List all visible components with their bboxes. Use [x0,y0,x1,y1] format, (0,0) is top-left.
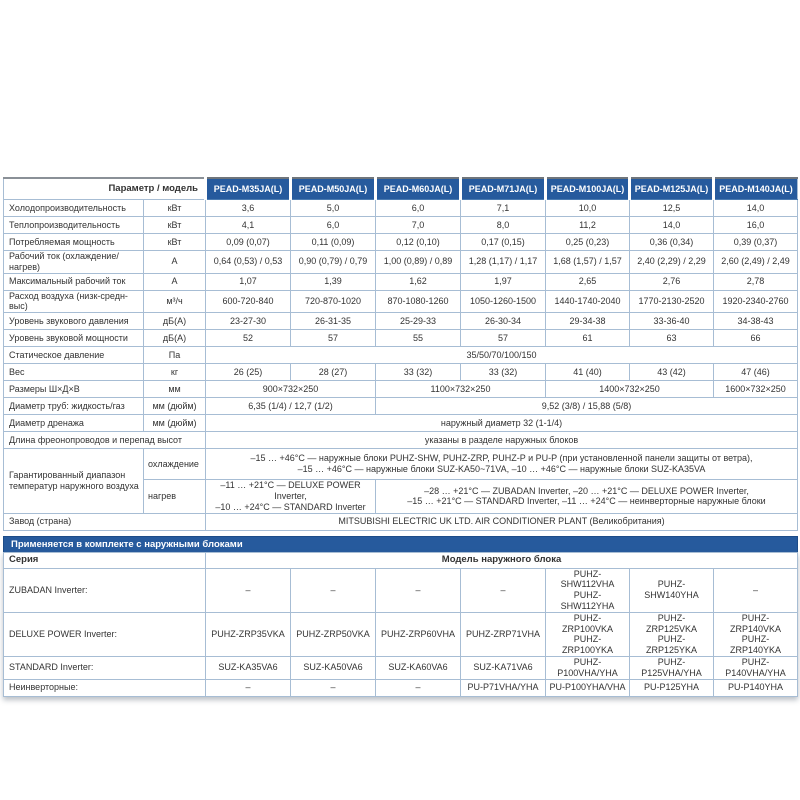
param-value: 2,76 [630,273,714,290]
param-value: 26-31-35 [291,313,376,330]
param-label: Диаметр дренажа [4,415,144,432]
param-label: Диаметр труб: жидкость/газ [4,398,144,415]
outdoor-model-line: PUHZ-SHW112VHA [560,568,615,590]
param-unit: кВт [144,234,206,251]
series-label: DELUXE POWER Inverter: [4,612,206,656]
param-value: 0,64 (0,53) / 0,53 [206,251,291,274]
param-label: Расход воздуха (низк-средн-выс) [4,290,144,313]
param-value [206,449,798,480]
spec-row [4,234,798,251]
spec-row [4,432,798,449]
outdoor-model-cell: – [206,568,291,612]
param-value: 7,0 [376,217,461,234]
outdoor-model-cell: PUHZ-P100VHA/YHA [546,656,630,679]
param-value [376,480,798,513]
spec-table-body [4,200,798,531]
outdoor-model-cell: SUZ-KA50VA6 [291,656,376,679]
param-unit: мм (дюйм) [144,415,206,432]
param-value: 6,0 [376,200,461,217]
spec-table [3,177,798,531]
param-value: 33 (32) [461,364,546,381]
param-unit: дБ(А) [144,330,206,347]
param-value: 14,0 [630,217,714,234]
param-value: 0,09 (0,07) [206,234,291,251]
param-value: 57 [291,330,376,347]
param-value: 9,52 (3/8) / 15,88 (5/8) [376,398,798,415]
spec-row [4,381,798,398]
param-value: 23-27-30 [206,313,291,330]
param-label: Завод (страна) [4,513,206,530]
model-column-header: PEAD-M35JA(L) [206,178,291,200]
param-value [206,480,376,513]
outdoor-model-cell: SUZ-KA60VA6 [376,656,461,679]
outdoor-model-line: PUHZ-ZRP125YKA [645,634,698,656]
model-column-header: PEAD-M140JA(L) [714,178,798,200]
param-value: 0,25 (0,23) [546,234,630,251]
param-unit: дБ(А) [144,313,206,330]
outdoor-model-cell: PUHZ-ZRP60VHA [376,612,461,656]
spec-row [4,364,798,381]
outdoor-model-cell [714,612,798,656]
spec-table-header-row [4,178,798,200]
outdoor-model-cell [546,612,630,656]
param-unit: кВт [144,217,206,234]
outdoor-model-cell: PUHZ-ZRP71VHA [461,612,546,656]
series-column-header: Серия [4,552,206,568]
model-column-header: PEAD-M50JA(L) [291,178,376,200]
param-value: 870-1080-1260 [376,290,461,313]
series-label: ZUBADAN Inverter: [4,568,206,612]
param-value: 1050-1260-1500 [461,290,546,313]
param-value: 1100×732×250 [376,381,546,398]
param-value: 1,62 [376,273,461,290]
model-column-header: PEAD-M100JA(L) [546,178,630,200]
param-unit: м³/ч [144,290,206,313]
outdoor-model-cell: PU-P125YHA [630,679,714,696]
param-label: Уровень звуковой мощности [4,330,144,347]
param-value-line: –15 … +46°C — наружные блоки SUZ-KA50~71VA, –10 … +46°C — наружные блоки SUZ-KA35VA [297,464,706,475]
param-unit: А [144,273,206,290]
param-label: Статическое давление [4,347,144,364]
model-column-header: PEAD-M60JA(L) [376,178,461,200]
param-label: Теплопроизводительность [4,217,144,234]
param-value: 2,65 [546,273,630,290]
param-value: 1920-2340-2760 [714,290,798,313]
spec-row [4,513,798,530]
param-value: 8,0 [461,217,546,234]
outdoor-model-line: PUHZ-SHW112YHA [560,590,615,611]
param-unit: кВт [144,200,206,217]
outdoor-model-cell: PU-P100YHA/VHA [546,679,630,696]
param-value: 1600×732×250 [714,381,798,398]
outdoor-row [4,568,798,612]
param-value: 6,0 [291,217,376,234]
outdoor-model-cell: SUZ-KA71VA6 [461,656,546,679]
param-value: MITSUBISHI ELECTRIC UK LTD. AIR CONDITIONER PLANT (Великобритания) [206,513,798,530]
param-value: 7,1 [461,200,546,217]
param-value: 1,00 (0,89) / 0,89 [376,251,461,274]
param-value: 35/50/70/100/150 [206,347,798,364]
outdoor-model-cell: PU-P71VHA/YHA [461,679,546,696]
param-label: Размеры Ш×Д×В [4,381,144,398]
outdoor-model-cell: – [714,568,798,612]
param-value: 0,36 (0,34) [630,234,714,251]
param-value: 2,40 (2,29) / 2,29 [630,251,714,274]
param-value: указаны в разделе наружных блоков [206,432,798,449]
param-value: 66 [714,330,798,347]
param-value: 63 [630,330,714,347]
param-unit: мм [144,381,206,398]
outdoor-model-line: PUHZ-ZRP100YKA [561,634,614,656]
param-value: 14,0 [714,200,798,217]
outdoor-units-section-title: Применяется в комплекте с наружными блоками [3,536,798,552]
param-unit: охлаждение [144,449,206,480]
spec-sheet-content [3,177,797,697]
param-label: Холодопроизводительность [4,200,144,217]
spec-row [4,330,798,347]
outdoor-model-line: PUHZ-ZRP140VKA [729,612,782,634]
outdoor-model-cell: PUHZ-P125VHA/YHA [630,656,714,679]
param-value: 900×732×250 [206,381,376,398]
param-model-corner-header: Параметр / модель [4,178,206,200]
outdoor-units-table [3,552,798,697]
outdoor-model-cell: PUHZ-ZRP35VKA [206,612,291,656]
param-value-line: –11 … +21°C — DELUXE POWER Inverter, [220,480,361,501]
spec-row [4,217,798,234]
outdoor-table-body [4,568,798,696]
param-value: 1770-2130-2520 [630,290,714,313]
outdoor-model-cell: – [461,568,546,612]
outdoor-model-cell: PUHZ-SHW140YHA [630,568,714,612]
spec-row [4,398,798,415]
outdoor-table-header-row [4,552,798,568]
param-value: 6,35 (1/4) / 12,7 (1/2) [206,398,376,415]
spec-row [4,347,798,364]
param-value: 33 (32) [376,364,461,381]
param-value-line: –15 … +21°C — STANDARD Inverter, –11 … +24°C — неинверторные наружные блоки [407,496,766,507]
outdoor-model-cell [630,612,714,656]
param-value: 600-720-840 [206,290,291,313]
param-label: Уровень звукового давления [4,313,144,330]
param-label: Рабочий ток (охлаждение/нагрев) [4,251,144,274]
outdoor-model-cell: – [376,568,461,612]
param-label: Длина фреонопроводов и перепад высот [4,432,206,449]
param-value-line: –10 … +24°C — STANDARD Inverter [215,501,366,512]
param-value: 25-29-33 [376,313,461,330]
param-value: 1,68 (1,57) / 1,57 [546,251,630,274]
param-value: 1,97 [461,273,546,290]
param-value: 1,07 [206,273,291,290]
spec-row [4,449,798,480]
param-value: 61 [546,330,630,347]
outdoor-model-cell: PUHZ-P140VHA/YHA [714,656,798,679]
param-unit: мм (дюйм) [144,398,206,415]
outdoor-model-line: PUHZ-ZRP140YKA [729,634,782,656]
spec-row [4,273,798,290]
param-value: 10,0 [546,200,630,217]
param-label: Потребляемая мощность [4,234,144,251]
outdoor-row [4,679,798,696]
param-value: 4,1 [206,217,291,234]
outdoor-model-cell [546,568,630,612]
outdoor-model-cell: – [291,679,376,696]
outdoor-model-cell: – [376,679,461,696]
param-unit: Па [144,347,206,364]
param-value: 0,11 (0,09) [291,234,376,251]
param-value: 11,2 [546,217,630,234]
param-value: 16,0 [714,217,798,234]
param-value: 47 (46) [714,364,798,381]
outdoor-model-line: PUHZ-ZRP100VKA [561,612,614,634]
param-value: 0,17 (0,15) [461,234,546,251]
param-value: 41 (40) [546,364,630,381]
param-value: 29-34-38 [546,313,630,330]
model-column-header: PEAD-M125JA(L) [630,178,714,200]
outdoor-model-cell: PUHZ-ZRP50VKA [291,612,376,656]
param-label: Вес [4,364,144,381]
outdoor-model-column-header: Модель наружного блока [206,552,798,568]
param-value: наружный диаметр 32 (1-1/4) [206,415,798,432]
param-value: 2,60 (2,49) / 2,49 [714,251,798,274]
param-value: 0,90 (0,79) / 0,79 [291,251,376,274]
spec-row [4,313,798,330]
param-unit: нагрев [144,480,206,513]
param-value: 52 [206,330,291,347]
param-value: 0,12 (0,10) [376,234,461,251]
spec-row [4,290,798,313]
param-value: 33-36-40 [630,313,714,330]
outdoor-row [4,612,798,656]
param-value-line: –15 … +46°C — наружные блоки PUHZ-SHW, PUHZ-ZRP, PUHZ-P и PU-P (при установленной панели защиты от ветра), [250,453,753,464]
spec-row [4,200,798,217]
param-unit: А [144,251,206,274]
param-unit: кг [144,364,206,381]
outdoor-model-cell: – [291,568,376,612]
param-value: 3,6 [206,200,291,217]
param-label: Максимальный рабочий ток [4,273,144,290]
spec-row [4,251,798,274]
param-value: 1,39 [291,273,376,290]
param-value: 2,78 [714,273,798,290]
param-value: 26 (25) [206,364,291,381]
param-value: 57 [461,330,546,347]
param-value: 0,39 (0,37) [714,234,798,251]
param-value: 43 (42) [630,364,714,381]
param-value: 55 [376,330,461,347]
param-value: 1,28 (1,17) / 1,17 [461,251,546,274]
param-value-line: –28 … +21°C — ZUBADAN Inverter, –20 … +21°C — DELUXE POWER Inverter, [424,485,749,496]
series-label: Неинверторные: [4,679,206,696]
param-value: 26-30-34 [461,313,546,330]
param-value: 12,5 [630,200,714,217]
temp-range-label: Гарантированный диапазон температур наружного воздуха [4,449,144,513]
series-label: STANDARD Inverter: [4,656,206,679]
model-column-header: PEAD-M71JA(L) [461,178,546,200]
spec-row [4,415,798,432]
outdoor-row [4,656,798,679]
param-value: 720-870-1020 [291,290,376,313]
outdoor-model-cell: PU-P140YHA [714,679,798,696]
param-value: 1400×732×250 [546,381,714,398]
param-value: 5,0 [291,200,376,217]
param-value: 28 (27) [291,364,376,381]
outdoor-model-cell: – [206,679,291,696]
param-value: 34-38-43 [714,313,798,330]
outdoor-model-line: PUHZ-ZRP125VKA [645,612,698,634]
param-value: 1440-1740-2040 [546,290,630,313]
outdoor-model-cell: SUZ-KA35VA6 [206,656,291,679]
